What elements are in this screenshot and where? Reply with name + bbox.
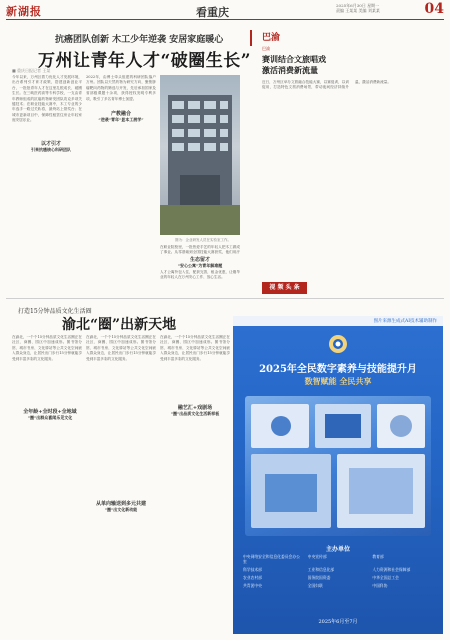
poster-host: 中央网络安全和信息化委员会办公室 xyxy=(243,554,300,564)
poster-host: 全国妇联 xyxy=(307,583,323,588)
section-title: 看重庆 xyxy=(196,6,229,19)
poster-title: 2025年全民数字素养与技能提升月 xyxy=(259,364,417,375)
culture-body-col3: 在渝北，一个个15分钟品质文化生活圈正在社区、商圈、园区中加速成形。图书馆分馆、城市书房、文化驿站等公共文化空间嵌入群众身边，让居民出门步行15分钟就能享受到丰富多彩的文化服务。 xyxy=(160,335,230,361)
culture-kicker: 打造15分钟品质文化生活圈 xyxy=(18,308,92,315)
poster-host: 中国科协 xyxy=(372,583,388,588)
poster-tagline: 图片来源生成式AI技术辅助制作 xyxy=(373,319,437,324)
poster-date: 2025年6月至7月 xyxy=(318,619,358,625)
culture-body-col2: 在渝北，一个个15分钟品质文化生活圈正在社区、商圈、园区中加速成形。图书馆分馆、城市书房、文化驿站等公共文化空间嵌入群众身边，让居民出门步行15分钟就能享受到丰富多彩的文化服务。 xyxy=(86,335,156,361)
main-kicker: 抗癌团队创新 木工少年逆袭 安居家庭暖心 xyxy=(55,35,224,45)
poster-subtitle: 数智赋能 全民共享 xyxy=(304,376,372,386)
main-byline: ■ 重庆日报记者 王某 xyxy=(12,68,51,73)
poster-host: 科学技术部 xyxy=(243,567,262,572)
culture-body-col1: 在渝北，一个个15分钟品质文化生活圈正在社区、商圈、园区中加速成形。图书馆分馆、城市书房、文化驿站等公共文化空间嵌入群众身边，让居民出门步行15分钟就能享受到丰富多彩的文化服务。 xyxy=(12,335,82,361)
brand-accent-bar xyxy=(250,30,252,46)
newspaper-logo: 新湖报 xyxy=(6,5,42,18)
brand-title: 巴渝 xyxy=(262,46,270,51)
building-illustration xyxy=(160,75,240,235)
poster-host: 农业农村部 xyxy=(243,575,262,580)
poster-emblem-icon xyxy=(328,334,348,354)
masthead-date: 2025年6月30日 星期一 责编 王某某 美编 刘某某 xyxy=(336,3,380,13)
poster-host-label: 主办单位 xyxy=(325,546,350,553)
culture-subhead-2: 融艺汇+戏剧场 “圈”出品质文化生活新样板 xyxy=(160,404,230,417)
main-subhead-2: 产教融合 “逆袭”青年“显本工展学” xyxy=(88,110,154,123)
culture-subhead-1: 全年龄+全时段+全地域 “圈”出群众喜闻乐见文化 xyxy=(18,408,82,421)
photo-caption: 图为：企业研发人员在实验室工作。 xyxy=(175,238,231,242)
main-body-col3: 在职业院校里，一批热爱手艺的年轻人把木工做成了事业。从零基础到全国技能大赛获奖，他们用汗 xyxy=(160,245,240,255)
poster-host: 共青团中央 xyxy=(243,583,262,588)
page-number: 04 xyxy=(424,1,444,17)
poster-host: 中央宣传部 xyxy=(307,554,327,559)
culture-headline: 渝北“圈”出新天地 xyxy=(62,317,177,333)
poster-host: 人力资源和社会保障部 xyxy=(372,567,411,572)
main-headline: 万州让青年人才“破圈生长” xyxy=(38,51,252,71)
poster-collage xyxy=(245,396,431,536)
video-headline-button[interactable]: 视 频 头 条 xyxy=(262,282,307,294)
main-subhead-1: 以才引才 引来抗癌核心科研团队 xyxy=(20,140,82,153)
tech-collage-illustration xyxy=(245,396,431,536)
main-subhead-3: 生态留才 “安心公寓”为青年解难题 xyxy=(160,256,240,269)
brand-headline-2: 激活消费新流量 xyxy=(262,65,318,75)
poster-host: 教育部 xyxy=(372,554,384,559)
poster-host: 国务院国资委 xyxy=(307,575,331,580)
poster-host: 工业和信息化部 xyxy=(307,567,335,572)
brand-body: 近日，万州区举办文旅融合技能大赛，以赛促训，以训促用，打造特色文旅消费场景，带动夜间经济持续升温，激活消费新流量。 xyxy=(262,80,391,90)
masthead xyxy=(6,3,444,20)
section-divider xyxy=(6,298,444,299)
poster-host-list xyxy=(243,554,433,588)
main-body-col2: 2022年，由博士牵头组建的科研团队落户万州。团队以天然药物为研究方向，聚焦肿瘤靶向药物的筛选与开发，先后承担国家及省部级课题十余项，获得授权发明专利多项，吸引了多名青年博士加盟。 xyxy=(86,75,156,101)
main-body-col1: 今年以来，万州区着力优化人才发展环境，出台系列引才育才政策，搭建创新创业平台，一批批青年人才在这里扎根成长、破圈生长。在三峡医药高等专科学校，一支由青年教师组成的抗癌药物研发团队攻克多项关键技术；在职业技能大赛中，木工专业的少年选手一路过关斩将，最终站上领奖台；在城市更新项目中，保障性租赁住房让年轻家庭安居乐业。 xyxy=(12,75,82,123)
culture-subhead-3: 从单向输送到多元共建 “圈”出文化新动能 xyxy=(88,500,154,513)
digital-literacy-poster xyxy=(233,326,443,634)
poster-host: 中华全国总工会 xyxy=(372,575,399,580)
poster-tagline-band xyxy=(233,316,443,326)
brand-headline-1: 赛训结合文旅唱戏 xyxy=(262,54,326,64)
building-photo xyxy=(160,75,240,235)
brand-logo: 巴渝 xyxy=(262,33,281,43)
main-body-col4: 人才公寓拎包入住，配套完善，租金优惠，让刚毕业的年轻人在万州安心工作、放心生活。 xyxy=(160,270,240,280)
